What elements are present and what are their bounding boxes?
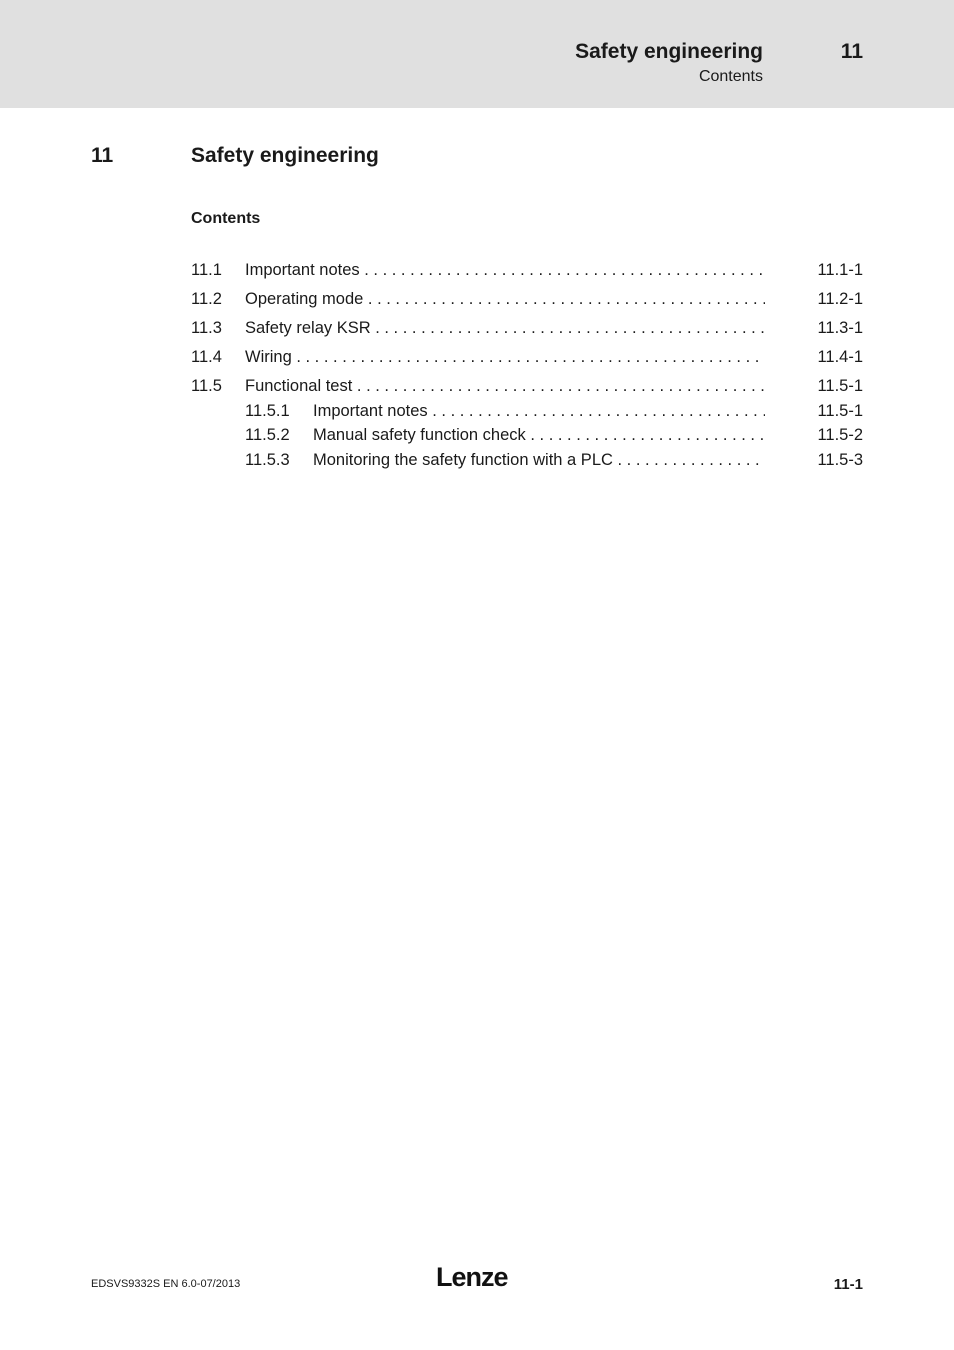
toc-page: 11.5-1 (817, 377, 863, 395)
toc-label: Important notes . . . (313, 400, 765, 422)
toc-entry-11-5-2[interactable] (191, 424, 863, 446)
toc-number: 11.1 (191, 261, 222, 279)
toc-page: 11.5-3 (817, 451, 863, 469)
toc-page: 11.5-1 (817, 402, 863, 420)
header-band (0, 0, 954, 108)
toc-label: Wiring . . . (245, 346, 765, 368)
toc-label: Operating mode . . . (245, 288, 765, 310)
toc-page: 11.4-1 (817, 348, 863, 366)
toc-number: 11.5 (191, 377, 222, 395)
toc-entry-11-5-3[interactable] (191, 449, 863, 471)
header-chapter-number: 11 (840, 40, 863, 63)
toc-entry-11-3[interactable] (191, 317, 863, 339)
toc-label: Important notes . . . (245, 259, 765, 281)
toc-entry-11-2[interactable] (191, 288, 863, 310)
header-title: Safety engineering (575, 40, 763, 63)
toc-number: 11.2 (191, 290, 222, 308)
toc-page: 11.3-1 (817, 319, 863, 337)
toc-number: 11.5.1 (245, 402, 290, 420)
toc-entry-11-5[interactable] (191, 375, 863, 397)
chapter-number: 11 (91, 144, 114, 167)
toc-label: Functional test . . . (245, 375, 765, 397)
toc-number: 11.5.3 (245, 451, 290, 469)
lenze-logo: Lenze (436, 1262, 508, 1292)
toc-page: 11.5-2 (817, 426, 863, 444)
toc-label: Manual safety function check . . . (313, 424, 765, 446)
toc-entry-11-1[interactable] (191, 259, 863, 281)
header-subtitle: Contents (698, 68, 763, 85)
toc-label: Monitoring the safety function with a PLC . . . (313, 449, 765, 471)
toc-number: 11.3 (191, 319, 222, 337)
toc-page: 11.1-1 (817, 261, 863, 279)
footer-document-id: EDSVS9332S EN 6.0-07/2013 (91, 1278, 241, 1290)
chapter-title: Safety engineering (191, 144, 379, 167)
toc-label: Safety relay KSR . . . (245, 317, 765, 339)
contents-heading: Contents (191, 210, 261, 227)
toc-entry-11-5-1[interactable] (191, 400, 863, 422)
toc-page: 11.2-1 (817, 290, 863, 308)
toc-entry-11-4[interactable] (191, 346, 863, 368)
footer-page-number: 11-1 (833, 1276, 863, 1293)
toc-number: 11.5.2 (245, 426, 290, 444)
toc-number: 11.4 (191, 348, 222, 366)
